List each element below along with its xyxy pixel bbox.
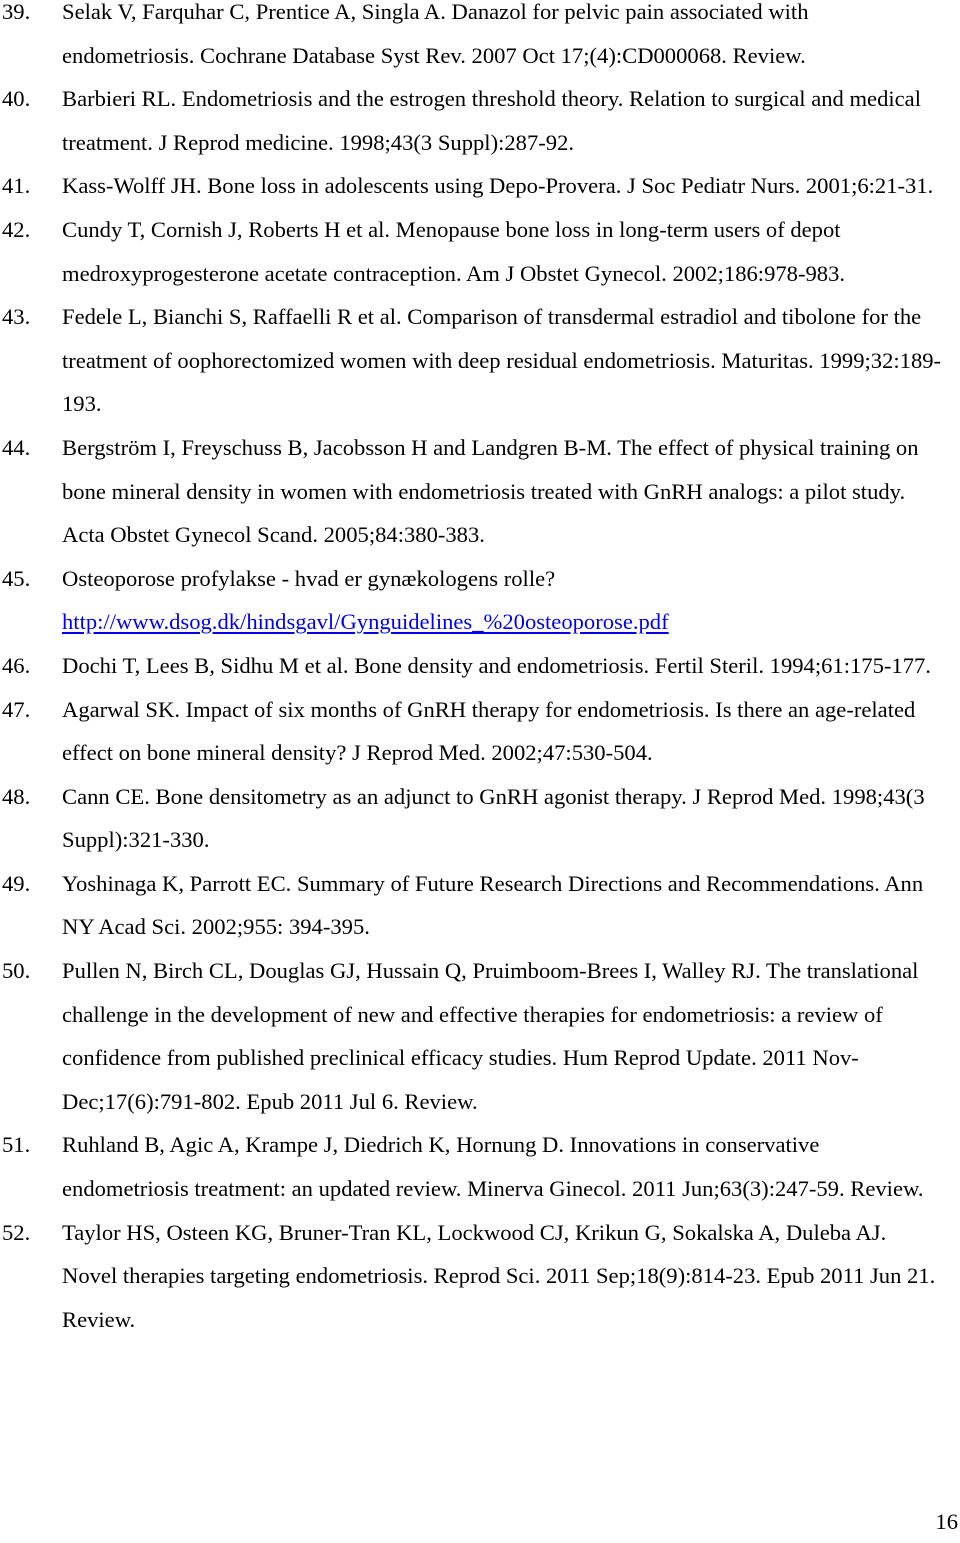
- reference-item: [0, 949, 960, 1123]
- reference-item: [0, 1211, 960, 1342]
- reference-text: Ruhland B, Agic A, Krampe J, Diedrich K, Hornung D. Innovations in conservative endometriosis treatment: an updated review. Minerva Ginecol. 2011 Jun;63(3):247-59. Review.: [62, 1132, 924, 1202]
- reference-number: 49.: [2, 870, 31, 896]
- reference-text: Barbieri RL. Endometriosis and the estrogen threshold theory. Relation to surgical and medical treatment. J Reprod medicine. 1998;43(3 Suppl):287-92.: [62, 86, 921, 155]
- reference-number: 46.: [2, 652, 31, 678]
- reference-number: 41.: [2, 173, 31, 199]
- reference-text: Kass-Wolff JH. Bone loss in adolescents using Depo-Provera. J Soc Pediatr Nurs. 2001;6:21-31.: [62, 173, 934, 199]
- osteoporose-guideline-link[interactable]: http://www.dsog.dk/hindsgavl/Gynguidelines_%20osteoporose.pdf: [62, 609, 669, 635]
- reference-text: Fedele L, Bianchi S, Raffaelli R et al. Comparison of transdermal estradiol and tibolone for the treatment of oophorectomized women with deep residual endometriosis. Maturitas. 1999;32:189-193.: [62, 304, 942, 417]
- reference-number: 51.: [2, 1132, 31, 1158]
- reference-number: 42.: [2, 216, 31, 242]
- reference-item: [0, 688, 960, 775]
- reference-item: [0, 426, 960, 557]
- page-number: 16: [935, 1509, 958, 1534]
- reference-item: [0, 862, 960, 949]
- reference-item: [0, 208, 960, 295]
- reference-item: [0, 557, 960, 644]
- reference-number: 48.: [2, 783, 31, 809]
- reference-text: Pullen N, Birch CL, Douglas GJ, Hussain Q, Pruimboom-Brees I, Walley RJ. The translational challenge in the development of new and effective therapies for endometriosis: a review of confidence from published preclinical efficacy studies. Hum Reprod Update. 2011 Nov-Dec;17(6):791-802. Epub 2011 Jul 6. Review.: [62, 958, 919, 1114]
- reference-text: Bergström I, Freyschuss B, Jacobsson H and Landgren B-M. The effect of physical training on bone mineral density in women with endometriosis treated with GnRH analogs: a pilot study. Acta Obstet Gynecol Scand. 2005;84:380-383.: [62, 434, 919, 548]
- reference-item: [0, 77, 960, 164]
- reference-text: Cundy T, Cornish J, Roberts H et al. Menopause bone loss in long-term users of depot medroxyprogesterone acetate contraception. Am J Obstet Gynecol. 2002;186:978-983.: [62, 216, 846, 286]
- reference-item: [0, 644, 960, 688]
- reference-number: 45.: [2, 565, 31, 591]
- reference-number: 40.: [2, 86, 31, 112]
- reference-number: 50.: [2, 958, 31, 984]
- reference-text: Yoshinaga K, Parrott EC. Summary of Future Research Directions and Recommendations. Ann NY Acad Sci. 2002;955: 394-395.: [62, 870, 924, 940]
- reference-text: Dochi T, Lees B, Sidhu M et al. Bone density and endometriosis. Fertil Steril. 1994;61:175-177.: [62, 652, 931, 678]
- reference-text: Agarwal SK. Impact of six months of GnRH therapy for endometriosis. Is there an age-related effect on bone mineral density? J Reprod Med. 2002;47:530-504.: [62, 696, 916, 766]
- reference-item: [0, 775, 960, 862]
- reference-item: [0, 164, 960, 208]
- reference-item: [0, 295, 960, 426]
- reference-text: Taylor HS, Osteen KG, Bruner-Tran KL, Lockwood CJ, Krikun G, Sokalska A, Duleba AJ. Novel therapies targeting endometriosis. Reprod Sci. 2011 Sep;18(9):814-23. Epub 2011 Jun 21. Review.: [62, 1219, 936, 1332]
- reference-number: 47.: [2, 696, 31, 722]
- reference-number: 43.: [2, 304, 31, 330]
- reference-item: [0, 1123, 960, 1210]
- reference-item: [0, 0, 960, 77]
- reference-text: Cann CE. Bone densitometry as an adjunct to GnRH agonist therapy. J Reprod Med. 1998;43(3 Suppl):321-330.: [62, 783, 925, 853]
- reference-number: 44.: [2, 434, 31, 460]
- reference-text: Osteoporose profylakse - hvad er gynækologens rolle?: [62, 565, 556, 591]
- reference-text: Selak V, Farquhar C, Prentice A, Singla A. Danazol for pelvic pain associated with endometriosis. Cochrane Database Syst Rev. 2007 Oct 17;(4):CD000068. Review.: [62, 0, 809, 68]
- reference-number: 39.: [2, 0, 31, 24]
- reference-number: 52.: [2, 1219, 31, 1245]
